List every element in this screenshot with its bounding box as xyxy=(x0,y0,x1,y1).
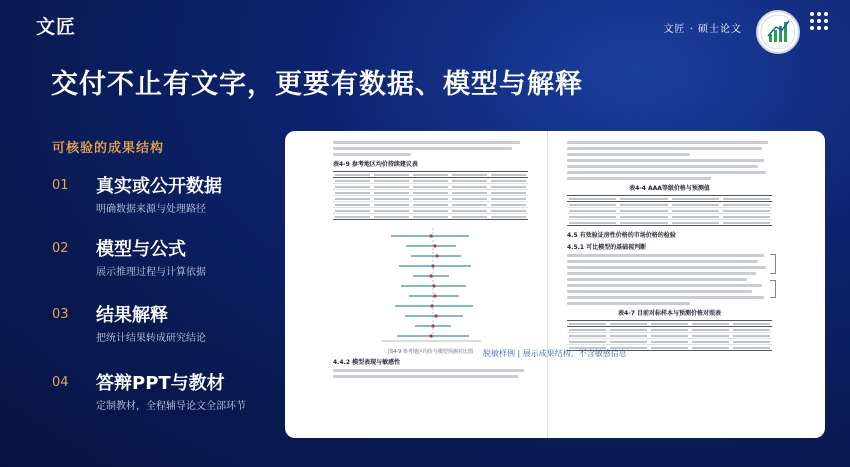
document-page-left xyxy=(333,141,528,435)
emblem-icon xyxy=(756,10,800,54)
item-title: 答辩PPT与教材 xyxy=(96,373,225,394)
table-heading: 表4-7 目前对标样本与预测价格对照表 xyxy=(618,310,721,317)
brand-label: 文匠 · 硕士论文 xyxy=(663,24,742,35)
table-heading: 表4-9 参考地区均价持续建议表 xyxy=(333,161,418,168)
section-heading: 4.5 有效验证房性价格的市场价格的检验 xyxy=(567,232,676,239)
data-table xyxy=(567,320,772,351)
grid-menu-icon[interactable] xyxy=(810,12,828,30)
item-number: 04 xyxy=(52,375,69,390)
watermark-text: 脱敏样例 | 展示成果结构，不含敏感信息 xyxy=(483,349,627,358)
forest-plot xyxy=(351,224,511,344)
figure-caption: 图4-9 参考地区均价与模型预测对比图 xyxy=(388,349,473,355)
section-heading: 4.5.1 可比模型的基础视判断 xyxy=(567,244,647,251)
item-subtitle: 明确数据来源与处理路径 xyxy=(96,204,206,215)
item-number: 02 xyxy=(52,241,69,256)
document-page-right xyxy=(567,141,772,435)
item-number: 03 xyxy=(52,307,69,322)
item-title: 真实或公开数据 xyxy=(96,176,222,197)
document-preview xyxy=(285,131,825,438)
page-title: 交付不止有文字，更要有数据、模型与解释 xyxy=(51,69,583,100)
item-subtitle: 展示推理过程与计算依据 xyxy=(96,267,206,278)
data-table xyxy=(567,195,772,226)
item-title: 结果解释 xyxy=(96,305,168,326)
item-subtitle: 把统计结果转成研究结论 xyxy=(96,333,206,344)
logo: 文匠 xyxy=(36,16,77,38)
item-title: 模型与公式 xyxy=(96,239,186,260)
item-number: 01 xyxy=(52,178,69,193)
data-table xyxy=(333,171,528,220)
page-divider xyxy=(547,131,548,438)
table-heading: 表4-4 AAA等级价格与预测值 xyxy=(629,185,710,192)
item-subtitle: 定制教材，全程辅导论文全部环节 xyxy=(96,401,246,412)
section-title: 可核验的成果结构 xyxy=(52,141,165,156)
section-heading: 4.4.2 模型表现与敏感性 xyxy=(333,359,401,366)
